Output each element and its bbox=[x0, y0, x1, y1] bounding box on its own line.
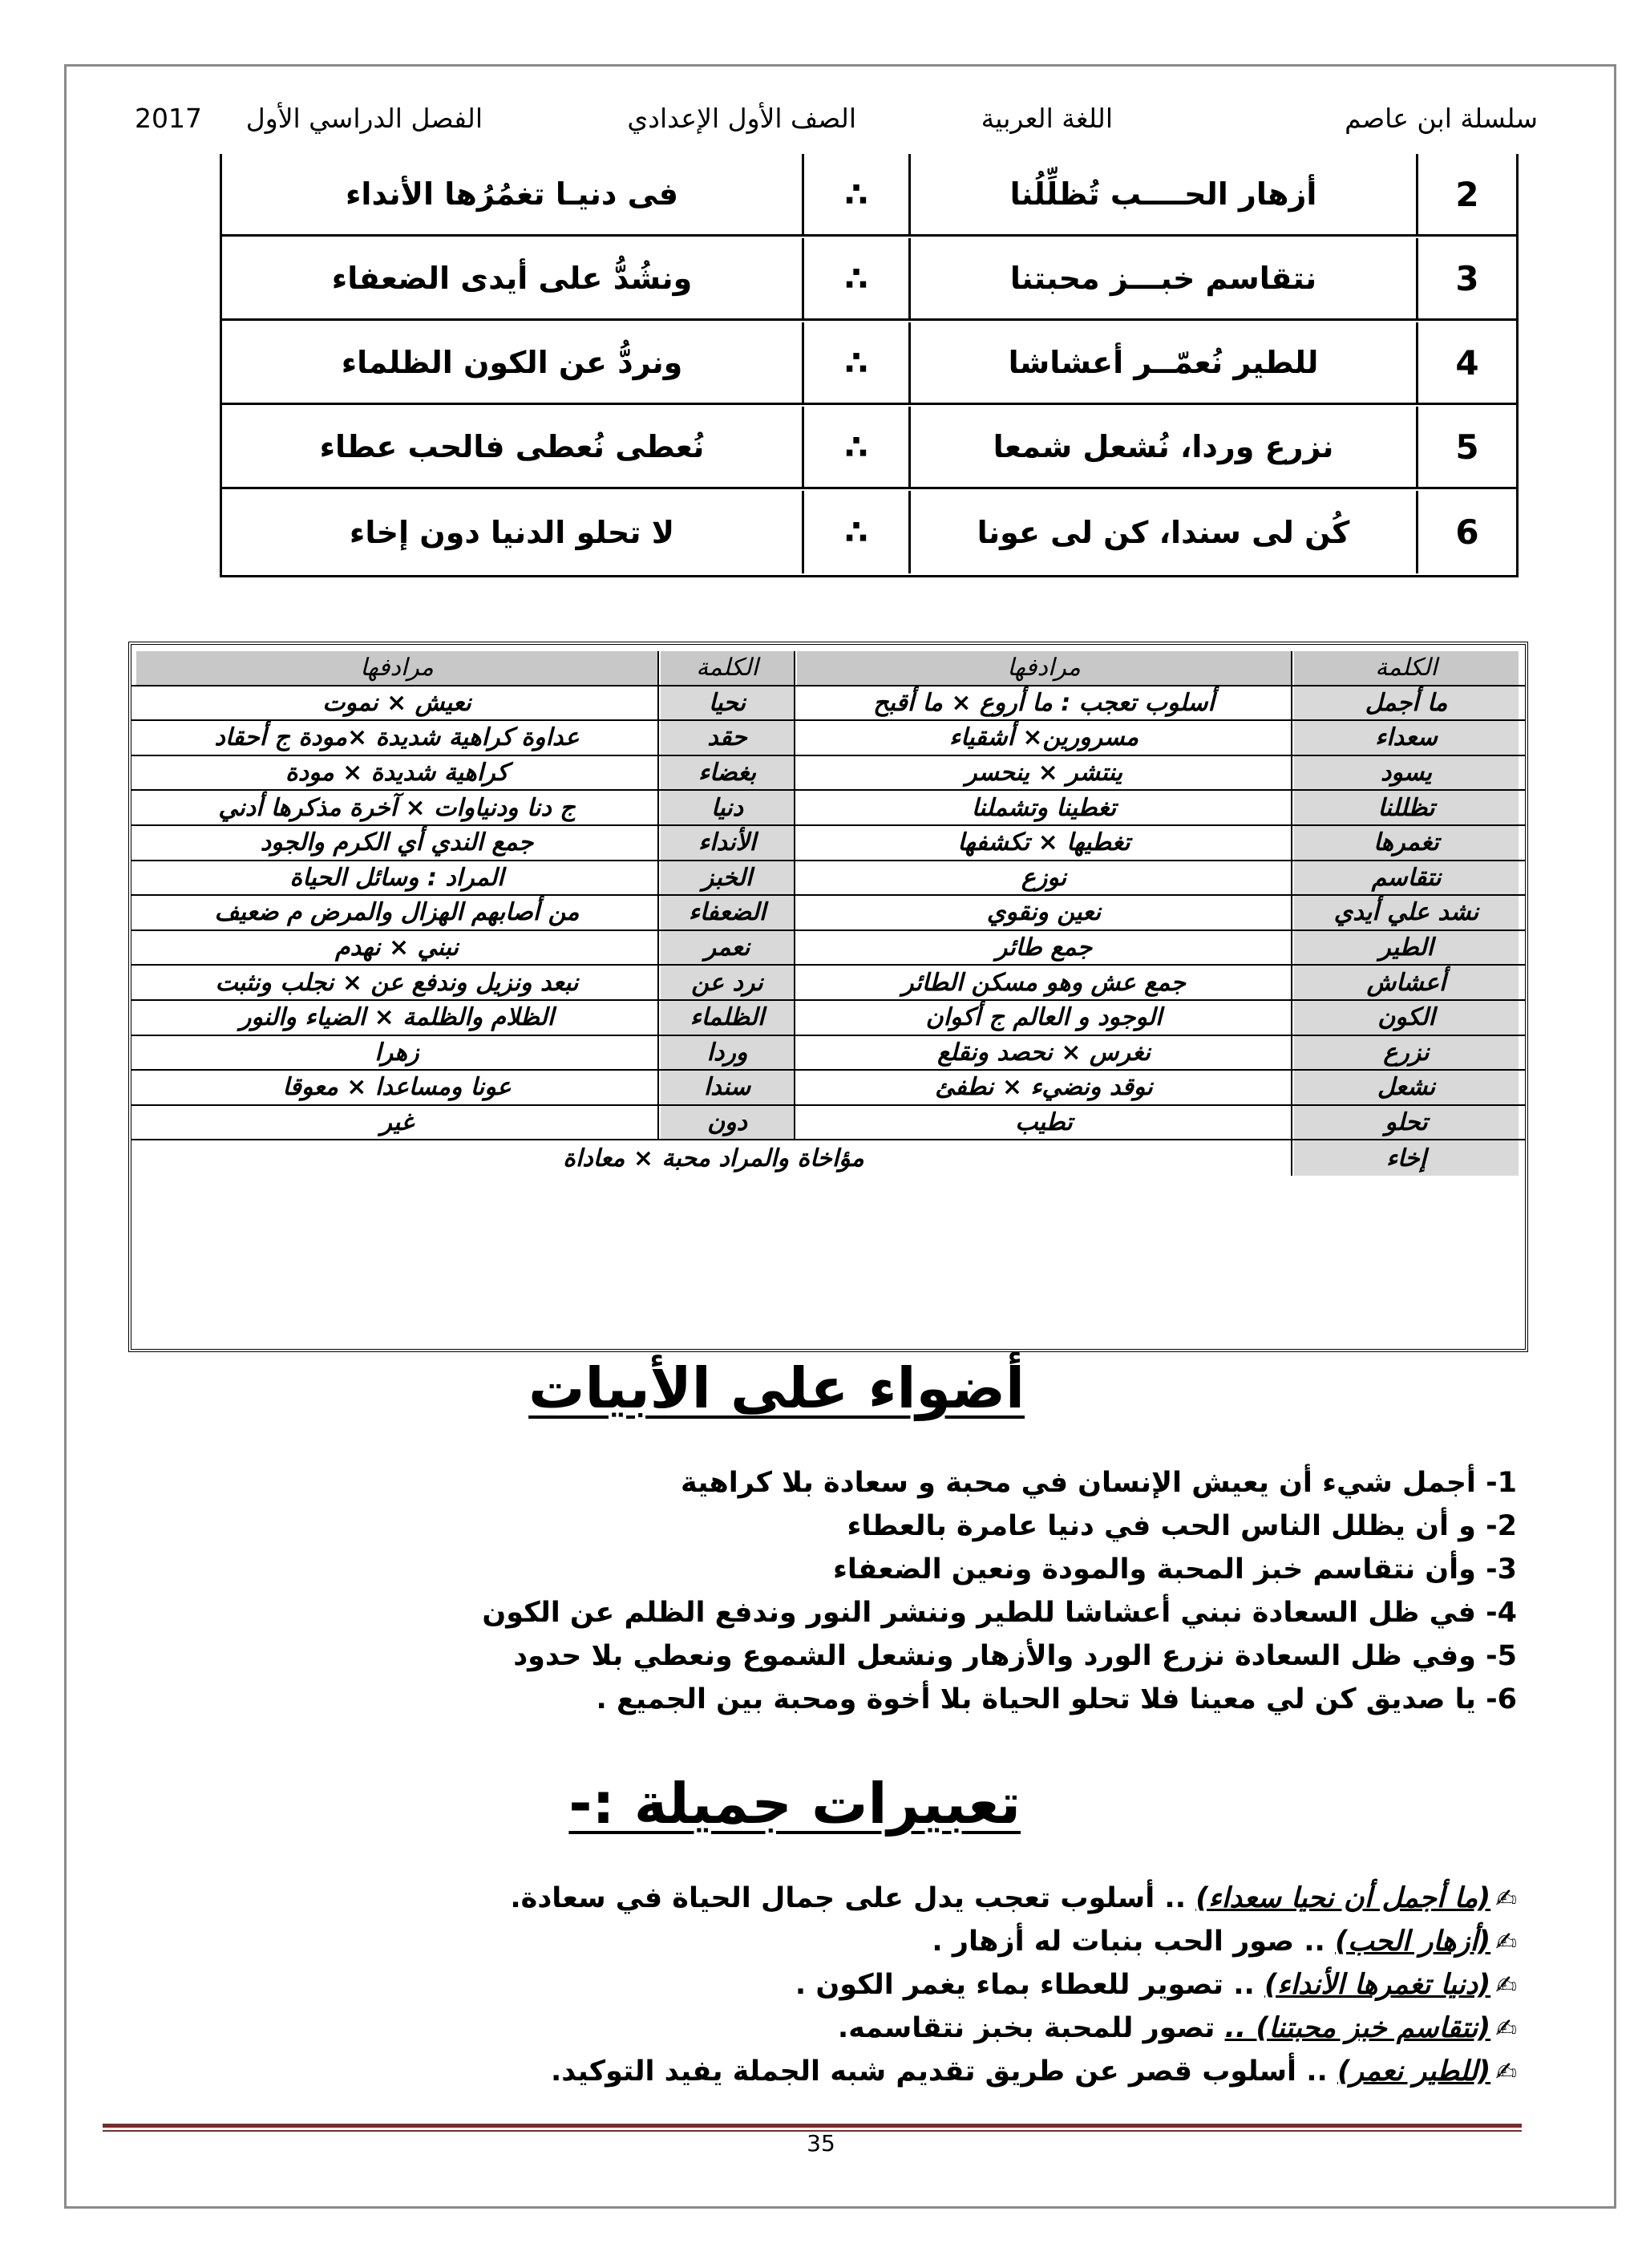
vocab-meaning1: أسلوب تعجب : ما أروع × ما أقبح bbox=[873, 688, 1215, 717]
vocab-word2: نحيا bbox=[661, 686, 794, 720]
poem-second-hemistich: ونردُّ عن الكون الظلماء bbox=[341, 345, 683, 380]
vocab-word1: نشعل bbox=[1294, 1071, 1519, 1104]
vocab-word1: إخاء bbox=[1294, 1140, 1519, 1176]
poem-row-number: 5 bbox=[1455, 427, 1479, 467]
writing-hand-icon: ✍ bbox=[1495, 1970, 1517, 2000]
lights-line: 1- أجمل شيء أن يعيش الإنسان في محبة و سعادة بلا كراهية bbox=[681, 1467, 1517, 1499]
poem-first-hemistich: للطير نُعمّــر أعشاشا bbox=[1008, 345, 1319, 380]
vocab-meaning2: غير bbox=[380, 1108, 414, 1137]
poem-second-hemistich: نُعطى نُعطى فالحب عطاء bbox=[319, 429, 705, 464]
poem-row-number: 2 bbox=[1455, 174, 1479, 214]
vocab-header-meaning1: مرادفها bbox=[797, 651, 1291, 685]
header-grade: الصف الأول الإعدادي bbox=[627, 103, 856, 134]
expressions-list bbox=[510, 1877, 1517, 2093]
poem-row-number: 4 bbox=[1455, 342, 1479, 383]
lights-line: 6- يا صديق كن لي معينا فلا تحلو الحياة بلا أخوة ومحبة بين الجميع . bbox=[596, 1683, 1517, 1715]
writing-hand-icon: ✍ bbox=[1495, 2056, 1517, 2087]
vocab-meaning1: تطيب bbox=[1015, 1108, 1073, 1137]
header-year: 2017 bbox=[135, 103, 202, 134]
lights-line: 2- و أن يظلل الناس الحب في دنيا عامرة بالعطاء bbox=[847, 1510, 1517, 1542]
expression-quote: (للطير نعمر) bbox=[1337, 2055, 1491, 2088]
vocab-meaning1: نوقد ونضيء × نطفئ bbox=[935, 1073, 1153, 1102]
poem-row bbox=[222, 407, 1516, 489]
vocab-meaning1: الوجود و العالم ج أكوان bbox=[925, 1003, 1163, 1032]
poem-row-number: 6 bbox=[1455, 512, 1479, 552]
vocab-row bbox=[131, 1106, 1525, 1141]
expression-explanation: .. تصوير للعطاء بماء يغمر الكون . bbox=[795, 1969, 1264, 2001]
expression-explanation: .. أسلوب قصر عن طريق تقديم شبه الجملة يفيد التوكيد. bbox=[550, 2055, 1337, 2088]
vocab-meaning2: نعيش × نموت bbox=[322, 688, 471, 717]
vocab-meaning1: ينتشر × ينحسر bbox=[965, 759, 1122, 788]
expression-item bbox=[510, 1963, 1517, 2007]
vocab-word1: الكون bbox=[1294, 1001, 1519, 1035]
expression-item bbox=[510, 2007, 1517, 2050]
vocab-meaning2: من أصابهم الهزال والمرض م ضعيف bbox=[214, 898, 580, 927]
vocab-meaning2: نبني × نهدم bbox=[335, 934, 459, 962]
expression-explanation: .. أسلوب تعجب يدل على جمال الحياة في سعادة. bbox=[510, 1882, 1196, 1914]
vocab-word1: نزرع bbox=[1294, 1036, 1519, 1070]
poem-therefore-sign: ∴ bbox=[844, 427, 868, 467]
header-subject: اللغة العربية bbox=[981, 103, 1113, 134]
vocab-row bbox=[131, 721, 1525, 756]
vocab-word2: الضعفاء bbox=[661, 896, 794, 929]
vocab-row bbox=[131, 1036, 1525, 1071]
lights-list bbox=[482, 1461, 1517, 1721]
expression-quote: (نتقاسم خبز محبتنا) .. bbox=[1224, 2012, 1491, 2044]
vocabulary-table bbox=[128, 642, 1528, 1352]
vocab-word1: تظللنا bbox=[1294, 791, 1519, 824]
header-series: سلسلة ابن عاصم bbox=[1345, 103, 1538, 134]
vocab-meaning2: جمع الندي أي الكرم والجود bbox=[260, 828, 534, 857]
vocab-meaning2: زهرا bbox=[374, 1038, 419, 1067]
poem-first-hemistich: نزرع وردا، نُشعل شمعا bbox=[993, 429, 1334, 464]
vocab-word1: نتقاسم bbox=[1294, 861, 1519, 895]
poem-second-hemistich: لا تحلو الدنيا دون إخاء bbox=[349, 514, 675, 550]
lights-line: 4- في ظل السعادة نبني أعشاشا للطير وننشر النور وندفع الظلم عن الكون bbox=[482, 1597, 1517, 1629]
vocab-word2: بغضاء bbox=[661, 756, 794, 790]
poem-therefore-sign: ∴ bbox=[844, 258, 868, 298]
vocab-word1: يسود bbox=[1294, 756, 1519, 790]
vocab-meaning1: نغرس × نحصد ونقلع bbox=[937, 1038, 1151, 1067]
vocab-meaning2: كراهية شديدة × مودة bbox=[285, 759, 508, 788]
poem-therefore-sign: ∴ bbox=[844, 512, 868, 552]
poem-first-hemistich: كُن لى سندا، كن لى عونا bbox=[977, 514, 1350, 550]
poem-row-number: 3 bbox=[1455, 258, 1479, 298]
vocab-word1: أعشاش bbox=[1294, 966, 1519, 999]
poem-therefore-sign: ∴ bbox=[844, 174, 868, 214]
vocab-meaning2: الظلام والظلمة × الضياء والنور bbox=[239, 1003, 555, 1032]
vocab-meaning2: ج دنا ودنياوات × آخرة مذكرها أدني bbox=[218, 793, 576, 822]
vocab-word1: ما أجمل bbox=[1294, 686, 1519, 720]
page-number: 35 bbox=[807, 2130, 835, 2157]
poem-row bbox=[222, 491, 1516, 573]
poem-second-hemistich: فى دنيـا تغمُرُها الأنداء bbox=[346, 176, 678, 212]
vocab-row-merged bbox=[131, 1140, 1525, 1176]
poem-row bbox=[222, 238, 1516, 321]
lights-line: 3- وأن نتقاسم خبز المحبة والمودة ونعين الضعفاء bbox=[832, 1553, 1517, 1586]
poem-row bbox=[222, 154, 1516, 237]
vocab-word2: نعمر bbox=[661, 931, 794, 965]
poem-first-hemistich: أزهار الحــــب تُظلِّلُنا bbox=[1009, 176, 1317, 212]
footer-rule bbox=[103, 2124, 1522, 2128]
vocab-row bbox=[131, 826, 1525, 861]
vocab-header-row bbox=[131, 651, 1525, 686]
vocab-row bbox=[131, 931, 1525, 966]
vocab-row bbox=[131, 1071, 1525, 1106]
vocab-header-meaning2: مرادفها bbox=[136, 651, 657, 685]
expression-item bbox=[510, 1877, 1517, 1920]
vocab-word2: سندا bbox=[661, 1071, 794, 1104]
vocab-header-word1: الكلمة bbox=[1294, 651, 1519, 685]
vocab-word2: حقد bbox=[661, 721, 794, 755]
vocab-meaning1: تغطينا وتشملنا bbox=[971, 793, 1117, 822]
vocab-meaning2: نبعد ونزيل وندفع عن × نجلب ونثبت bbox=[215, 968, 579, 997]
expression-quote: (ما أجمل أن نحيا سعداء) bbox=[1195, 1882, 1491, 1914]
vocab-meaning1: نوزع bbox=[1021, 863, 1067, 892]
writing-hand-icon: ✍ bbox=[1495, 2013, 1517, 2043]
vocab-meaning-merged: مؤاخاة والمراد محبة × معاداة bbox=[563, 1144, 864, 1172]
vocab-word2: الظلماء bbox=[661, 1001, 794, 1035]
lights-line: 5- وفي ظل السعادة نزرع الورد والأزهار ونشعل الشموع ونعطي بلا حدود bbox=[513, 1640, 1517, 1672]
vocab-row bbox=[131, 756, 1525, 792]
lights-title: أضواء على الأبيات bbox=[528, 1355, 1025, 1421]
vocab-row bbox=[131, 861, 1525, 897]
vocab-meaning1: نعين ونقوي bbox=[986, 898, 1102, 927]
header-term: الفصل الدراسي الأول bbox=[245, 103, 483, 134]
vocab-header-word2: الكلمة bbox=[661, 651, 794, 685]
writing-hand-icon: ✍ bbox=[1495, 1883, 1517, 1914]
vocab-row bbox=[131, 966, 1525, 1001]
vocab-word2: دون bbox=[661, 1106, 794, 1140]
expression-quote: (دنيا تغمرها الأنداء) bbox=[1264, 1969, 1491, 2001]
vocab-word2: وردا bbox=[661, 1036, 794, 1070]
poem-first-hemistich: نتقاسم خبـــز محبتنا bbox=[1009, 261, 1317, 296]
expression-explanation: تصور للمحبة بخبز نتقاسمه. bbox=[837, 2012, 1225, 2044]
expression-item bbox=[510, 1920, 1517, 1963]
vocab-word1: تحلو bbox=[1294, 1106, 1519, 1140]
vocab-word2: دنيا bbox=[661, 791, 794, 824]
expression-quote: (أزهار الحب) bbox=[1335, 1926, 1491, 1958]
vocab-word1: نشد علي أيدي bbox=[1294, 896, 1519, 929]
vocab-word1: الطير bbox=[1294, 931, 1519, 965]
vocab-word2: نرد عن bbox=[661, 966, 794, 999]
vocab-word1: سعداء bbox=[1294, 721, 1519, 755]
vocab-row bbox=[131, 896, 1525, 931]
vocab-row bbox=[131, 686, 1525, 722]
vocab-row bbox=[131, 791, 1525, 826]
vocab-meaning1: جمع عش وهو مسكن الطائر bbox=[902, 968, 1186, 997]
vocab-meaning2: المراد : وسائل الحياة bbox=[289, 863, 504, 892]
poem-second-hemistich: ونشُدُّ على أيدى الضعفاء bbox=[331, 261, 693, 296]
expression-explanation: .. صور الحب بنبات له أزهار . bbox=[932, 1926, 1335, 1958]
vocab-word2: الأنداء bbox=[661, 826, 794, 860]
vocab-meaning2: عونا ومساعدا × معوقا bbox=[282, 1073, 512, 1102]
vocab-meaning1: مسرورين× أشقياء bbox=[948, 723, 1139, 752]
poem-row bbox=[222, 322, 1516, 405]
vocab-word1: تغمرها bbox=[1294, 826, 1519, 860]
writing-hand-icon: ✍ bbox=[1495, 1926, 1517, 1957]
vocab-row bbox=[131, 1001, 1525, 1036]
expression-item bbox=[510, 2050, 1517, 2093]
vocab-meaning2: عداوة كراهية شديدة ×مودة ج أحقاد bbox=[214, 723, 580, 752]
vocab-meaning1: جمع طائر bbox=[995, 934, 1093, 962]
vocab-word2: الخبز bbox=[661, 861, 794, 895]
vocab-meaning1: تغطيها × تكشفها bbox=[957, 828, 1130, 857]
expressions-title: تعبيرات جميلة :- bbox=[568, 1771, 1021, 1837]
poem-table bbox=[220, 154, 1519, 577]
poem-therefore-sign: ∴ bbox=[844, 342, 868, 383]
